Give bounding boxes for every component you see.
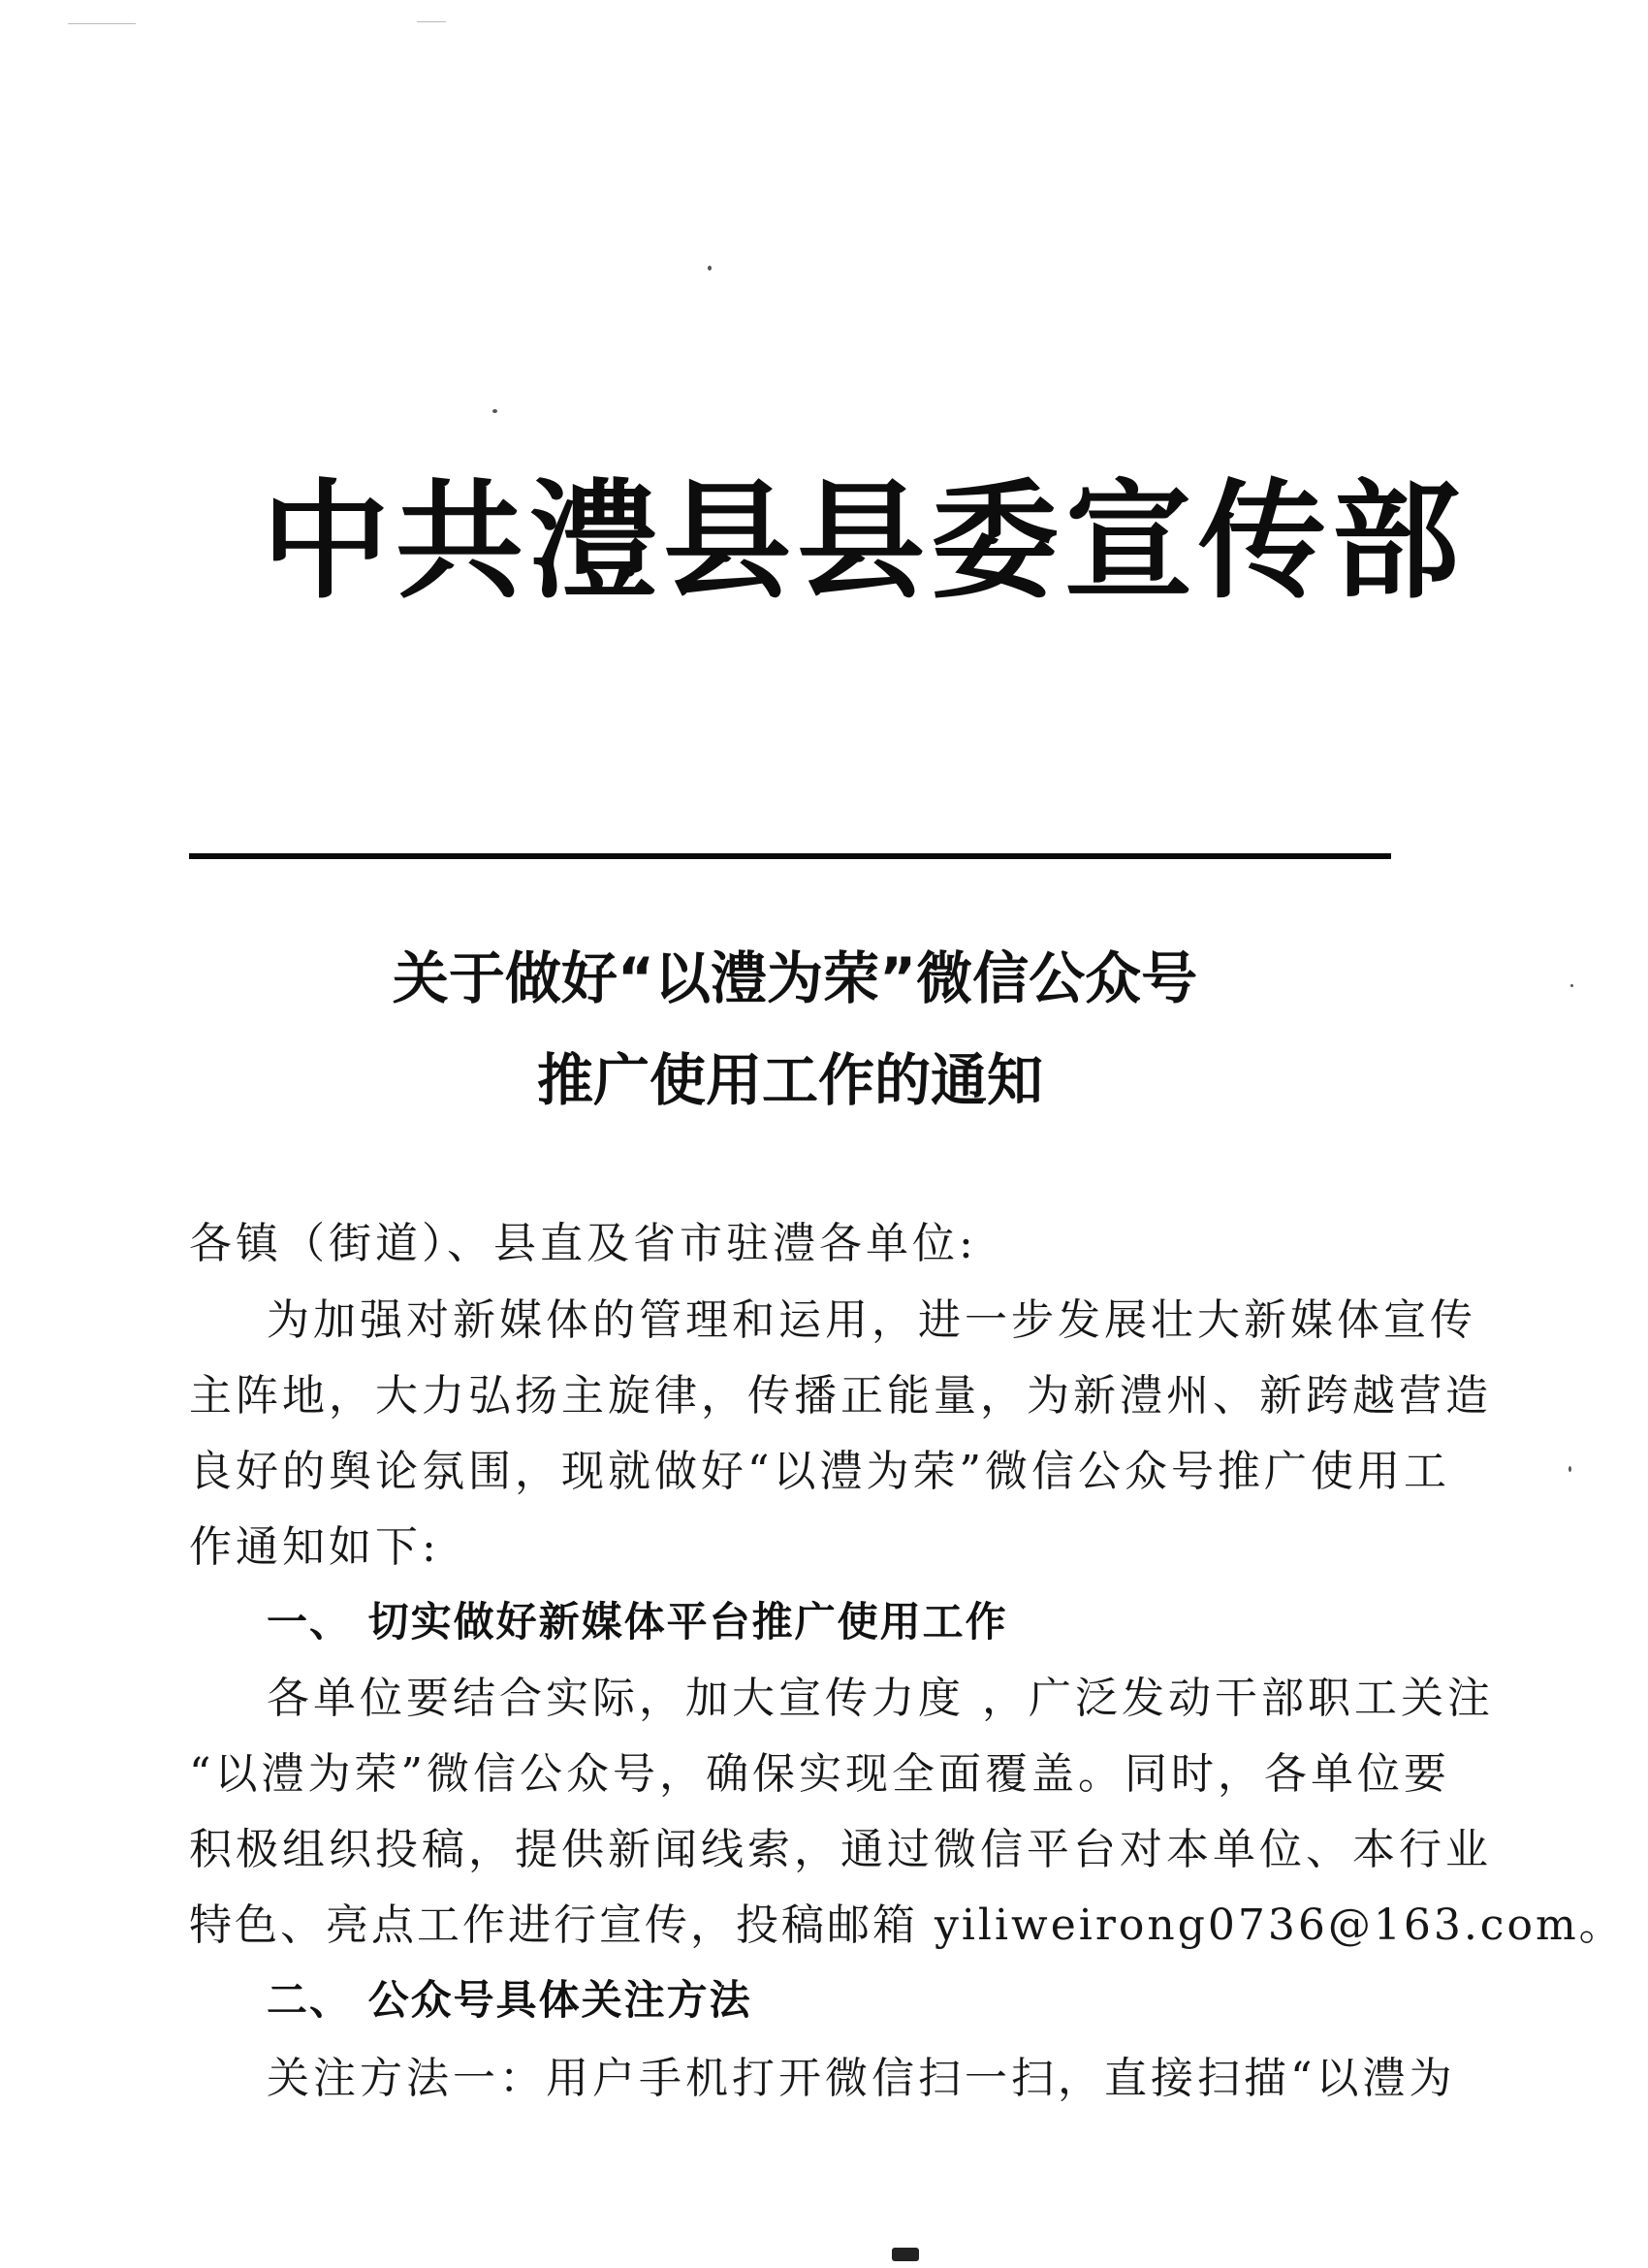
- section-1-heading: 一、 切实做好新媒体平台推广使用工作: [267, 1598, 1008, 1645]
- intro-line: 作通知如下:: [189, 1522, 440, 1572]
- document-title-line-1: 关于做好“以澧为荣”微信公众号: [392, 945, 1198, 1011]
- section-1-line: “以澧为荣”微信公众号，确保实现全面覆盖。同时，各单位要: [189, 1749, 1450, 1799]
- issuing-organization-header: 中共澧县县委宣传部: [262, 467, 1466, 617]
- intro-line: 为加强对新媒体的管理和运用，进一步发展壮大新媒体宣传: [267, 1295, 1476, 1345]
- document-title-line-2: 推广使用工作的通知: [536, 1047, 1043, 1113]
- section-1-line: 积极组织投稿，提供新闻线索，通过微信平台对本单位、本行业: [189, 1825, 1492, 1874]
- scan-artifact: [1570, 984, 1573, 987]
- scan-artifact: [1569, 1466, 1571, 1472]
- intro-line: 良好的舆论氛围，现就做好“以澧为荣”微信公众号推广使用工: [189, 1447, 1450, 1496]
- scan-artifact: [68, 23, 136, 24]
- section-2-line: 关注方法一：用户手机打开微信扫一扫，直接扫描“以澧为: [267, 2054, 1456, 2103]
- scan-artifact: [492, 409, 497, 413]
- scan-artifact: [708, 266, 712, 271]
- section-1-line-email: 特色、亮点工作进行宣传，投稿邮箱 yiliweirong0736@163.com。: [189, 1901, 1625, 1950]
- section-1-line: 各单位要结合实际，加大宣传力度 ，广泛发动干部职工关注: [267, 1674, 1494, 1723]
- header-divider: [189, 853, 1391, 859]
- section-2-heading: 二、 公众号具体关注方法: [267, 1976, 752, 2024]
- salutation: 各镇（街道）、县直及省市驻澧各单位:: [189, 1219, 977, 1268]
- scan-artifact: [417, 21, 446, 22]
- intro-line: 主阵地，大力弘扬主旋律，传播正能量，为新澧州、新跨越营造: [189, 1371, 1492, 1421]
- page-mark: [892, 2248, 919, 2261]
